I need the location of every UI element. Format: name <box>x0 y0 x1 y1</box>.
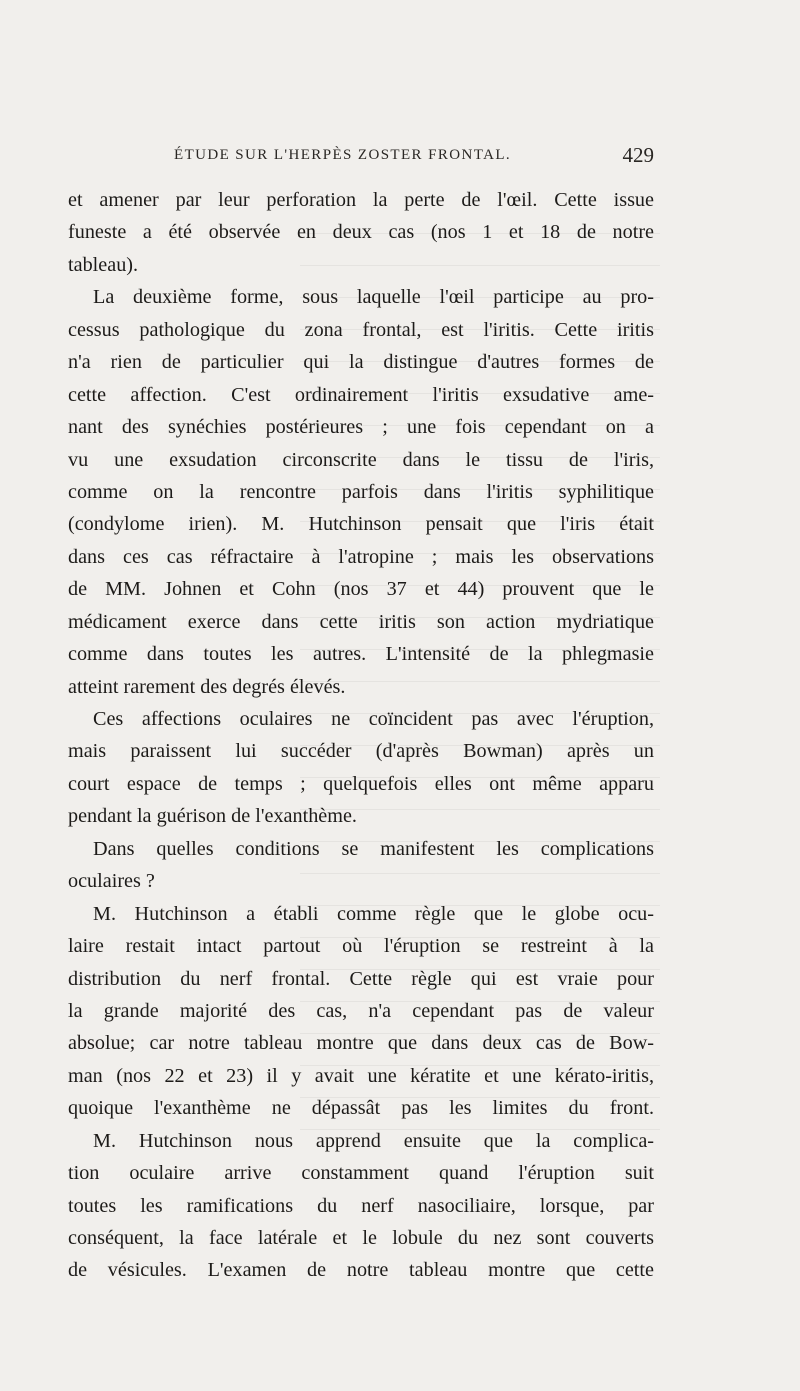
text-line: oculaires ? <box>68 870 155 893</box>
text-line: et amener par leur perforation la perte de l'œil. Cette issue <box>68 189 654 211</box>
text-line: médicament exerce dans cette iritis son action mydriatique <box>68 610 654 633</box>
text-line: tableau). <box>68 253 139 276</box>
text-line: Ces affections oculaires ne coïncident pas avec l'éruption, <box>93 708 654 730</box>
text-line: M. Hutchinson nous apprend ensuite que la complica- <box>93 1129 654 1152</box>
text-line: funeste a été observée en deux cas (nos 1 et 18 de notre <box>68 221 654 244</box>
text-line: de MM. Johnen et Cohn (nos 37 et 44) prouvent que le <box>68 578 654 601</box>
text-line: M. Hutchinson a établi comme règle que le globe ocu- <box>93 902 654 925</box>
text-line: cette affection. C'est ordinairement l'iritis exsudative ame- <box>68 383 654 406</box>
text-line: quoique l'exanthème ne dépassât pas les limites du front. <box>68 1097 654 1120</box>
text-line: mais paraissent lui succéder (d'après Bowman) après un <box>68 740 654 763</box>
text-line: court espace de temps ; quelquefois elles ont même apparu <box>68 772 654 795</box>
text-line: vu une exsudation circonscrite dans le tissu de l'iris, <box>68 448 654 471</box>
page-header <box>68 143 654 171</box>
text-line: comme dans toutes les autres. L'intensité de la phlegmasie <box>68 643 654 666</box>
text-line: man (nos 22 et 23) il y avait une kératite et une kérato-iritis, <box>68 1064 654 1087</box>
text-line: distribution du nerf frontal. Cette règle qui est vraie pour <box>68 967 654 990</box>
text-line: absolue; car notre tableau montre que dans deux cas de Bow- <box>68 1032 654 1055</box>
text-line: laire restait intact partout où l'éruption se restreint à la <box>68 935 654 958</box>
page-number: 429 <box>622 143 654 167</box>
text-line: (condylome irien). M. Hutchinson pensait que l'iris était <box>68 513 654 536</box>
running-title: ÉTUDE SUR L'HERPÈS ZOSTER FRONTAL. <box>174 147 512 163</box>
text-line: n'a rien de particulier qui la distingue d'autres formes de <box>68 351 654 374</box>
text-line: la grande majorité des cas, n'a cependant pas de valeur <box>68 999 654 1022</box>
text-line: de vésicules. L'examen de notre tableau montre que cette <box>68 1259 654 1282</box>
text-line: La deuxième forme, sous laquelle l'œil participe au pro- <box>93 286 654 309</box>
text-line: comme on la rencontre parfois dans l'iritis syphilitique <box>68 480 654 503</box>
text-line: toutes les ramifications du nerf nasociliaire, lorsque, par <box>68 1194 654 1217</box>
text-line: nant des synéchies postérieures ; une fois cependant on a <box>68 416 654 439</box>
text-line: Dans quelles conditions se manifestent les complications <box>93 837 654 860</box>
text-line: pendant la guérison de l'exanthème. <box>68 805 357 828</box>
text-line: dans ces cas réfractaire à l'atropine ; mais les observations <box>68 545 654 568</box>
text-line: cessus pathologique du zona frontal, est l'iritis. Cette iritis <box>68 318 654 341</box>
text-line: conséquent, la face latérale et le lobule du nez sont couverts <box>68 1227 654 1249</box>
text-line: tion oculaire arrive constamment quand l'éruption suit <box>68 1162 654 1185</box>
text-line: atteint rarement des degrés élevés. <box>68 675 346 698</box>
body-text <box>68 184 654 1287</box>
